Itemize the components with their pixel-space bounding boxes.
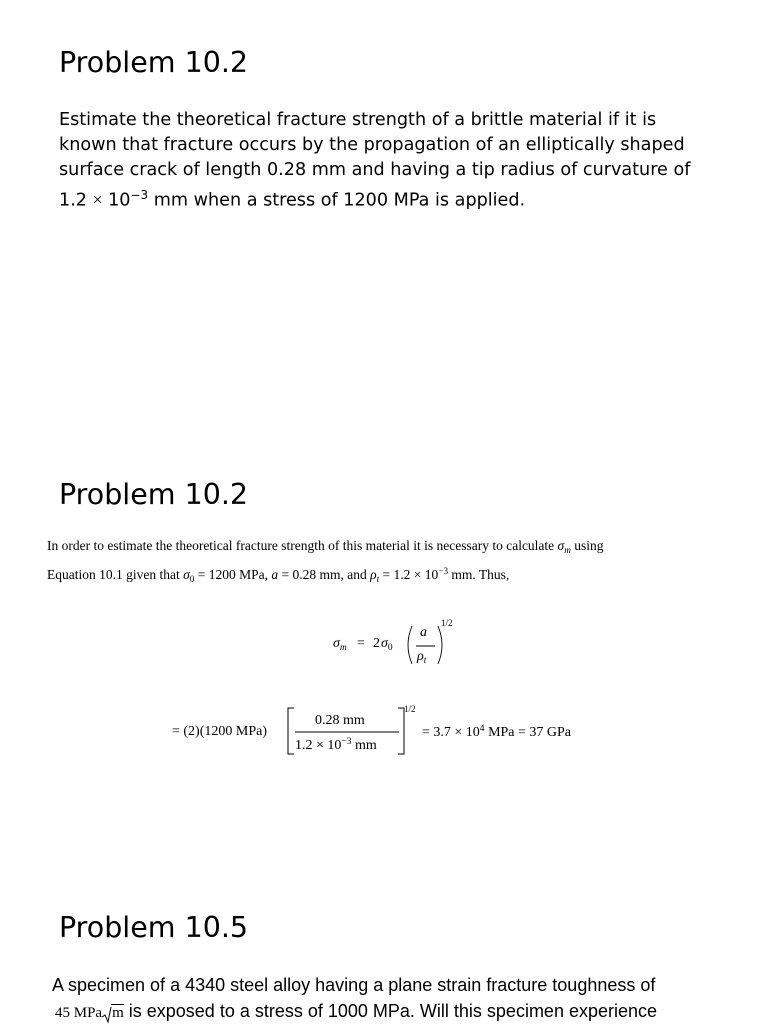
problem-line: surface crack of length 0.28 mm and having a tip radius of curvature of [59, 160, 691, 180]
problem-line: known that fracture occurs by the propagation of an elliptically shaped [59, 135, 685, 155]
sqrt-m: m [102, 1005, 124, 1021]
slide-title: Problem 10.5 [59, 911, 249, 944]
slide-title: Problem 10.2 [59, 46, 249, 79]
solution-line: In order to estimate the theoretical fracture strength of this material it is necessary to calculate $\sigma_m$ using [47, 538, 604, 555]
problem-line: A specimen of a 4340 steel alloy having a plane strain fracture toughness of [52, 975, 656, 995]
problem-line: $1.2 \times 10^{-3}$ mm when a stress of 1200 MPa is applied. [59, 188, 526, 211]
slide-solution: Problem 10.2 In order to estimate the theoretical fracture strength of this material it is necessary to calculate $\sigma_m$ using Equation 10.1 given that $\sigma_0 = 1200$ MPa, a = 0.28 mm, and $\rho_t = 1.2 \times 10^{-3}$ mm. Thus, $\sigma_m$ = 2 $\sigma_0$ a $\rho_t$ 1/2 = (2)(1200 MPa) 0.28 mm $1.2 \times 10^{-3}$ mm 1/2 = $3.7 \times 10^4$ MPa = 37 GPa [0, 0, 768, 900]
problem-line: Estimate the theoretical fracture strength of a brittle material if it is [59, 110, 657, 130]
slide-title: Problem 10.2 [59, 478, 249, 511]
problem-line: 45 MPa m is exposed to a stress of 1000 MPa. Will this specimen experience [55, 1001, 658, 1021]
solution-line: Equation 10.1 given that $\sigma_0 = 1200$ MPa, a = 0.28 mm, and $\rho_t = 1.2 \times 10^{-3}$ mm. Thus, [47, 566, 510, 584]
